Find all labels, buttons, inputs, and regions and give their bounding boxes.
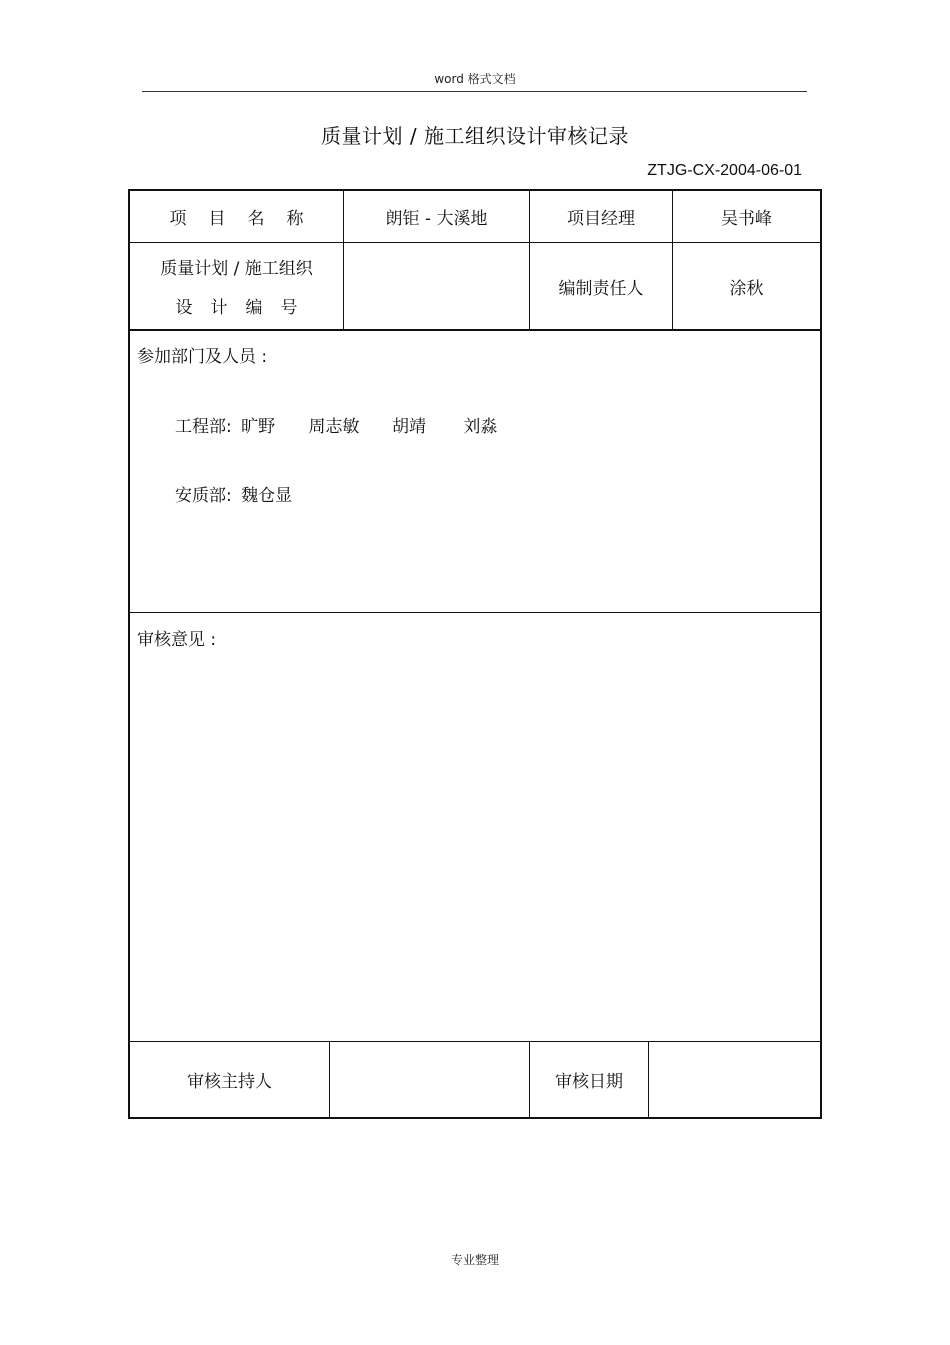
editor-label: 编制责任人 — [558, 278, 644, 299]
project-name-value: 朗钜 - 大溪地 — [385, 209, 488, 229]
plan-number-label-line2: 设计编号 — [175, 298, 316, 318]
review-date-label: 审核日期 — [555, 1072, 623, 1092]
document-title: 质量计划 / 施工组织设计审核记录 — [321, 124, 629, 148]
review-date-value-cell[interactable] — [649, 1042, 820, 1117]
review-host-label: 审核主持人 — [187, 1072, 272, 1092]
row-divider — [129, 612, 821, 613]
plan-number-label-line1: 质量计划 / 施工组织 — [160, 259, 313, 279]
engineering-person: 旷野 — [241, 417, 276, 437]
project-manager-value-cell[interactable] — [673, 191, 820, 242]
engineering-dept-row — [175, 412, 497, 437]
review-date-label-cell — [530, 1042, 648, 1117]
project-name-value-cell[interactable] — [344, 191, 529, 242]
review-host-value-cell[interactable] — [330, 1042, 529, 1117]
page-footer-text: 专业整理 — [450, 1253, 499, 1267]
project-manager-label: 项目经理 — [567, 209, 635, 229]
editor-value: 涂秋 — [729, 278, 764, 299]
project-name-label: 项目名称 — [169, 209, 326, 229]
plan-number-label-cell — [130, 243, 343, 329]
safety-dept-label: 安质部: — [175, 486, 232, 506]
safety-dept-row — [175, 481, 292, 506]
header-divider — [142, 91, 807, 92]
engineering-person: 胡靖 — [391, 417, 426, 437]
engineering-person: 刘淼 — [463, 417, 498, 437]
document-code: ZTJG-CX-2004-06-01 — [647, 162, 802, 179]
safety-person: 魏仓显 — [241, 486, 293, 506]
project-name-label-cell — [130, 191, 343, 242]
page-header-text: word 格式文档 — [434, 72, 516, 86]
editor-label-cell — [530, 243, 672, 329]
review-opinion-label: 审核意见 : — [137, 630, 217, 650]
participants-label: 参加部门及人员 : — [137, 347, 268, 367]
project-manager-value: 吴书峰 — [721, 209, 772, 229]
project-manager-label-cell — [530, 191, 672, 242]
review-host-label-cell — [130, 1042, 329, 1117]
review-opinion-area[interactable] — [135, 650, 815, 1030]
editor-value-cell[interactable] — [673, 243, 820, 329]
engineering-person: 周志敏 — [308, 417, 360, 437]
engineering-dept-label: 工程部: — [175, 417, 232, 437]
row-divider — [129, 329, 821, 331]
plan-number-value-cell[interactable] — [344, 243, 529, 329]
